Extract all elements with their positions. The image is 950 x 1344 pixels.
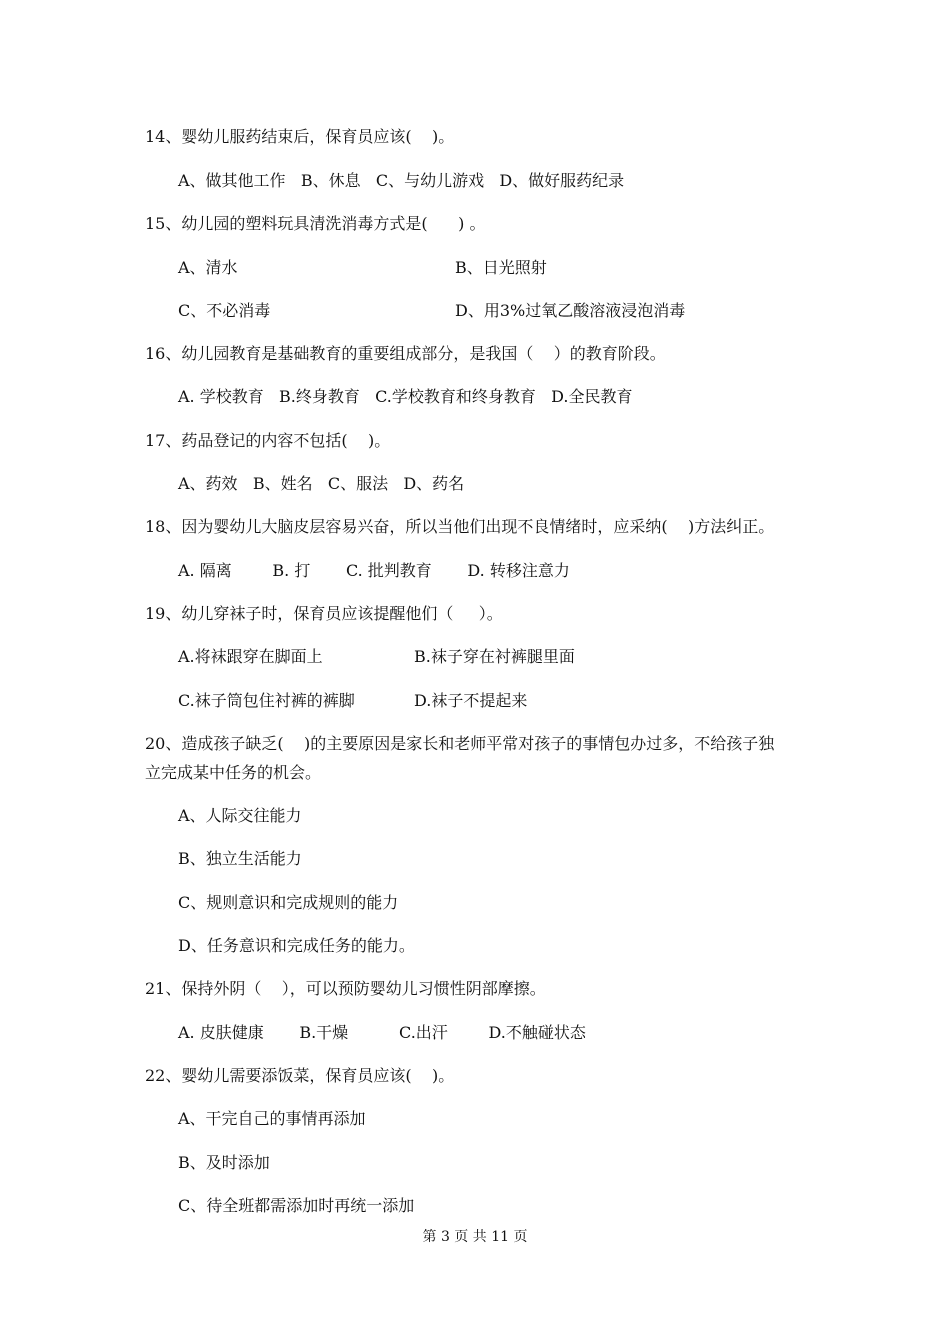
question-19-option-a: A.将袜跟穿在脚面上 bbox=[178, 647, 323, 666]
question-22-stem: 22、婴幼儿需要添饭菜，保育员应该( )。 bbox=[145, 1066, 455, 1085]
question-22-option-b: B、及时添加 bbox=[178, 1153, 270, 1172]
question-22-option-c: C、待全班都需添加时再统一添加 bbox=[178, 1196, 415, 1215]
question-17-options: A、药效 B、姓名 C、服法 D、药名 bbox=[178, 474, 465, 493]
question-20-stem: 20、造成孩子缺乏( )的主要原因是家长和老师平常对孩子的事情包办过多，不给孩子独 bbox=[145, 734, 775, 753]
question-17-stem: 17、药品登记的内容不包括( )。 bbox=[145, 431, 391, 450]
question-15-option-c: C、不必消毒 bbox=[178, 301, 271, 320]
question-20-option-b: B、独立生活能力 bbox=[178, 849, 302, 868]
page-number-footer: 第 3 页 共 11 页 bbox=[422, 1229, 528, 1245]
question-19-option-c: C.袜子筒包住衬裤的裤脚 bbox=[178, 691, 355, 710]
question-15-stem: 15、幼儿园的塑料玩具清洗消毒方式是( ) 。 bbox=[145, 214, 486, 233]
question-20-option-a: A、人际交往能力 bbox=[178, 806, 302, 825]
question-15-option-a: A、清水 bbox=[178, 258, 238, 277]
question-20-stem-continued: 立完成某中任务的机会。 bbox=[145, 763, 322, 782]
question-14-options: A、做其他工作 B、休息 C、与幼儿游戏 D、做好服药纪录 bbox=[178, 171, 625, 190]
question-19-option-b: B.袜子穿在衬裤腿里面 bbox=[414, 647, 575, 666]
question-16-options: A. 学校教育 B.终身教育 C.学校教育和终身教育 D.全民教育 bbox=[178, 387, 633, 406]
question-18-options: A. 隔离 B. 打 C. 批判教育 D. 转移注意力 bbox=[178, 561, 570, 580]
question-19-option-d: D.袜子不提起来 bbox=[414, 691, 528, 710]
question-22-option-a: A、干完自己的事情再添加 bbox=[178, 1109, 366, 1128]
question-15-option-b: B、日光照射 bbox=[455, 258, 547, 277]
question-18-stem: 18、因为婴幼儿大脑皮层容易兴奋，所以当他们出现不良情绪时，应采纳( )方法纠正。 bbox=[145, 517, 775, 536]
question-15-option-d: D、用3%过氧乙酸溶液浸泡消毒 bbox=[455, 301, 686, 320]
question-14-stem: 14、婴幼儿服药结束后，保育员应该( )。 bbox=[145, 127, 455, 146]
question-20-option-d: D、任务意识和完成任务的能力。 bbox=[178, 936, 415, 955]
question-19-stem: 19、幼儿穿袜子时，保育员应该提醒他们（ ）。 bbox=[145, 604, 503, 623]
question-21-stem: 21、保持外阴（ ），可以预防婴幼儿习惯性阴部摩擦。 bbox=[145, 979, 546, 998]
question-21-options: A. 皮肤健康 B.干燥 C.出汗 D.不触碰状态 bbox=[178, 1023, 586, 1042]
question-20-option-c: C、规则意识和完成规则的能力 bbox=[178, 893, 399, 912]
question-16-stem: 16、幼儿园教育是基础教育的重要组成部分，是我国（ ）的教育阶段。 bbox=[145, 344, 666, 363]
